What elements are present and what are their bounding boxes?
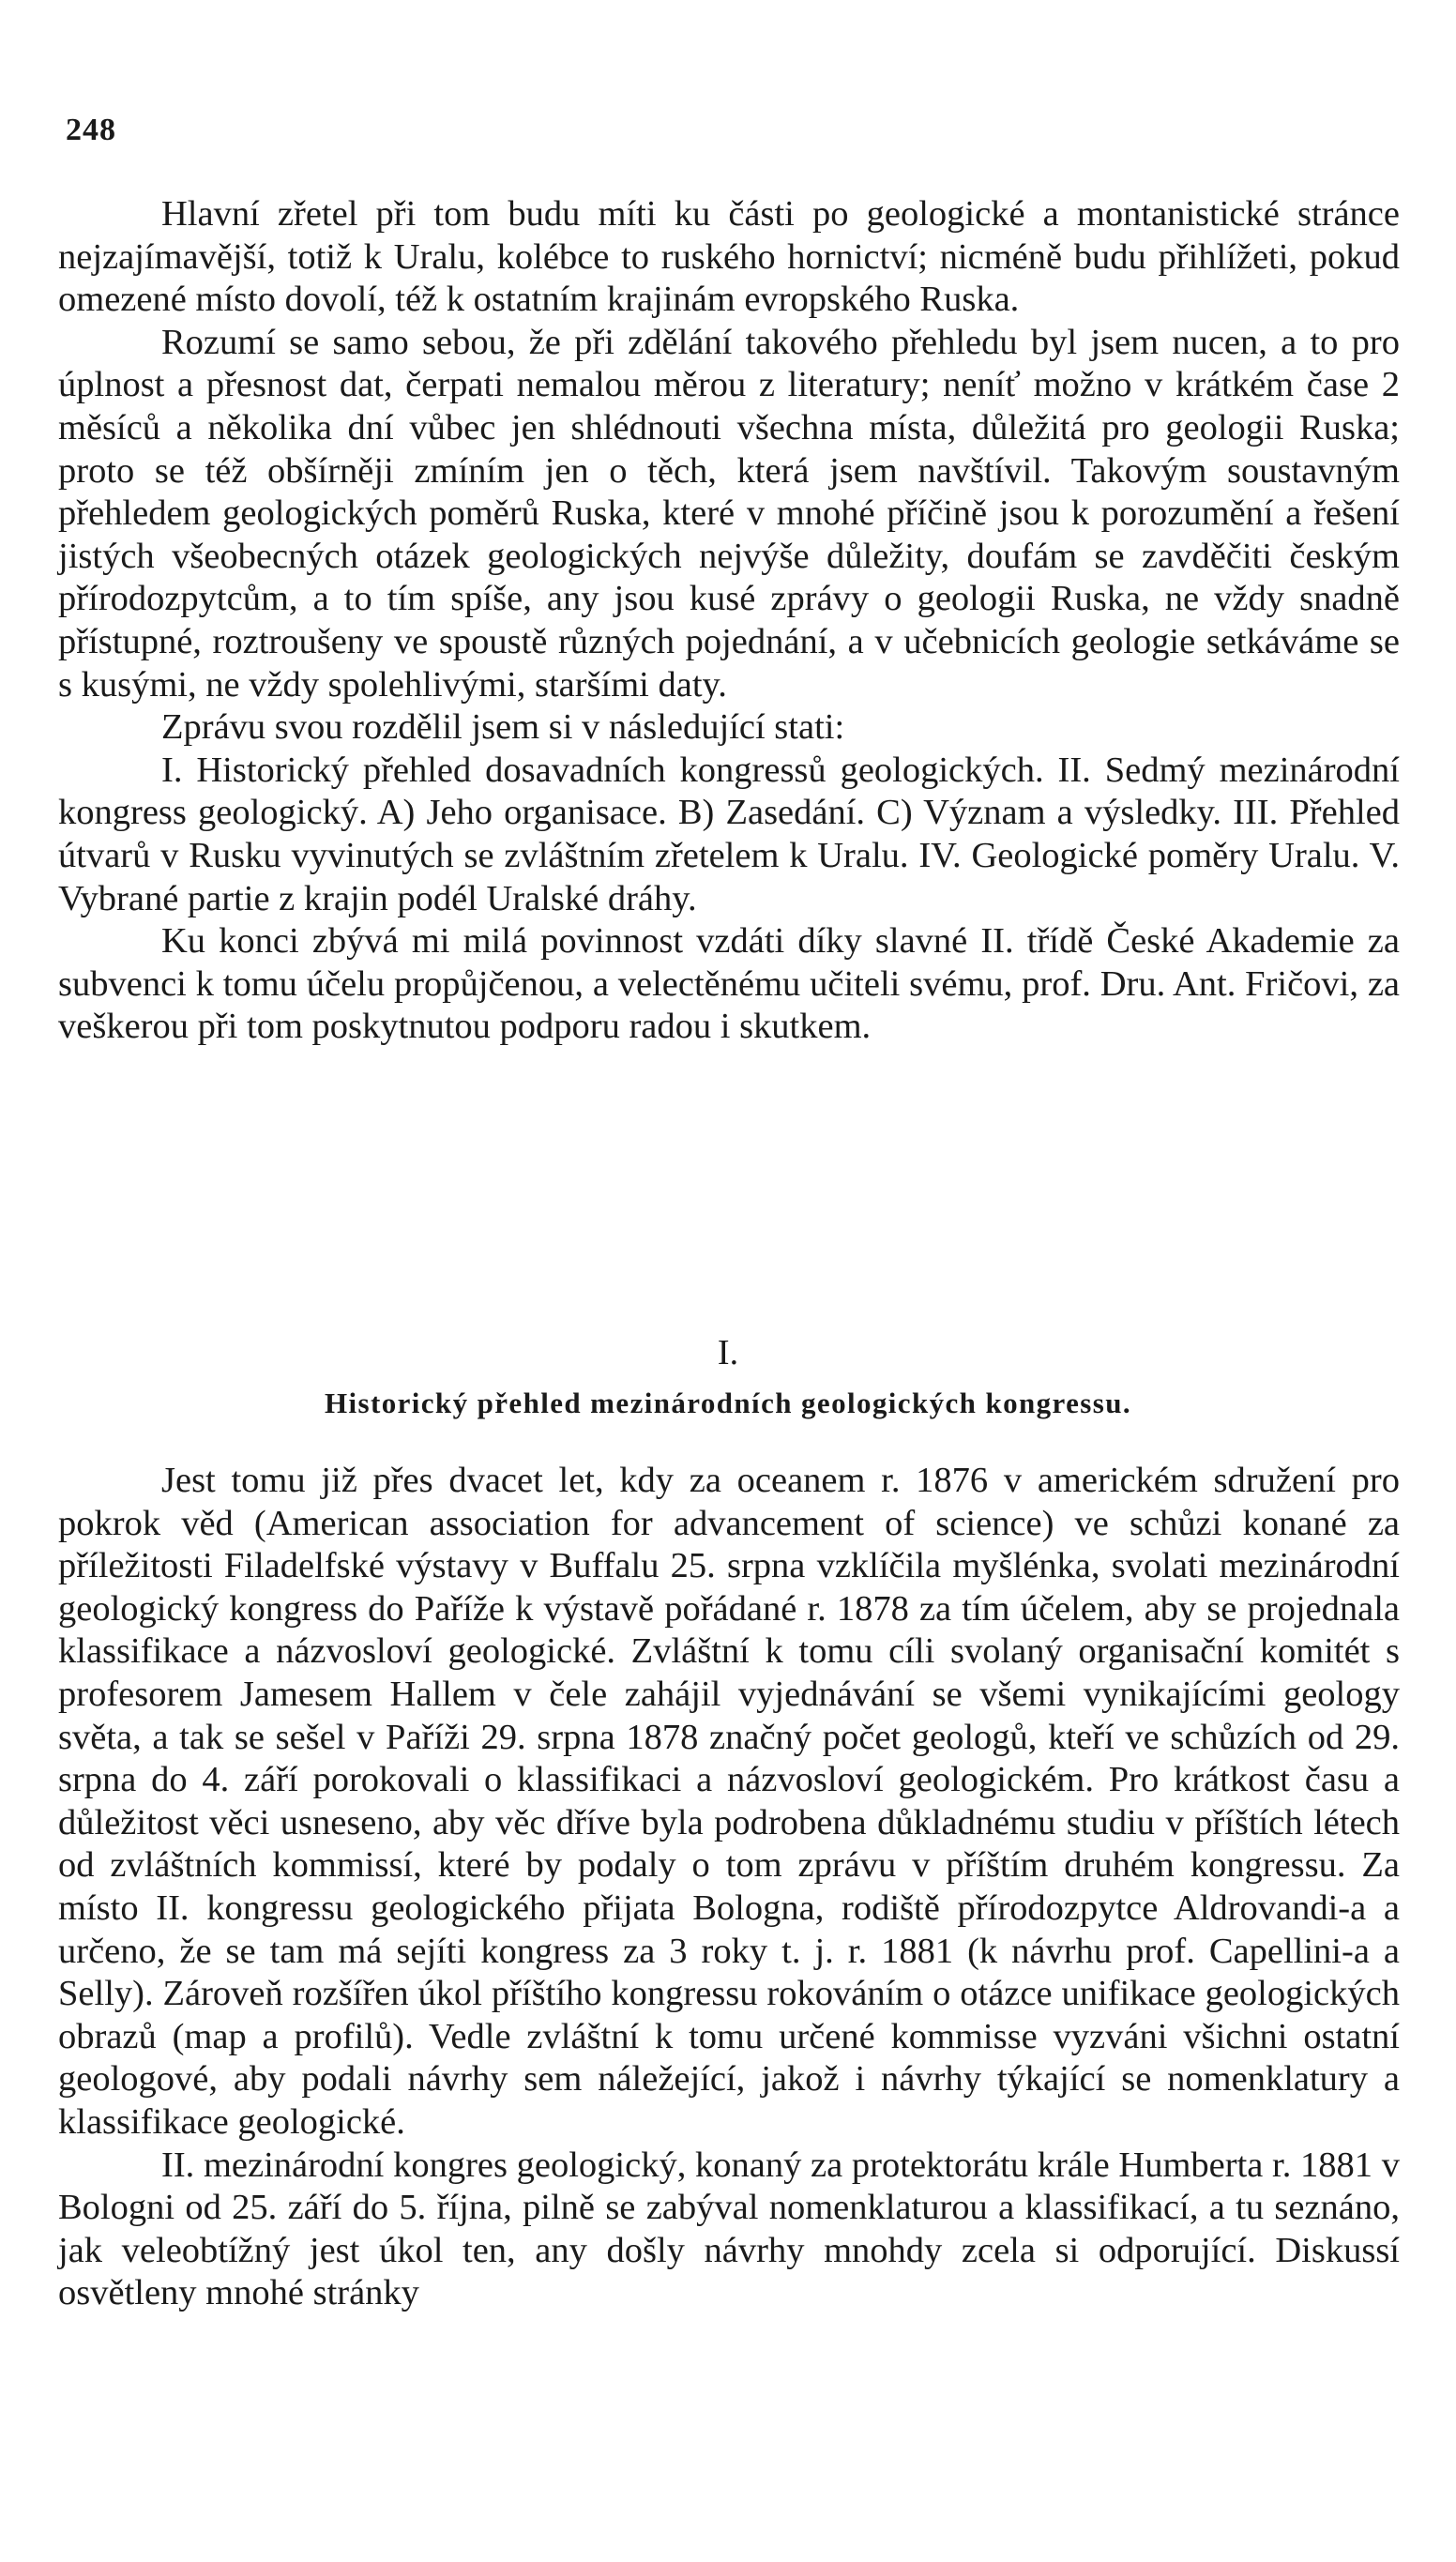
paragraph: II. mezinárodní kongres geologický, konaný za protektorátu krále Humberta r. 1881 v Bologni od 25. září do 5. října, pilně se zabýval nomenklaturou a klassifikací, a tu seznáno, jak veleobtížný jest úkol ten, any došly návrhy mnohdy zcela si odporující. Diskussí osvětleny mnohé stránky bbox=[58, 2145, 1400, 2313]
paragraph: Ku konci zbývá mi milá povinnost vzdáti díky slavné II. třídě České Akademie za subvenci k tomu účelu propůjčenou, a velectěnému učiteli svému, prof. Dru. Ant. Fričovi, za veškerou při tom poskytnutou podporu radou i skutkem. bbox=[58, 921, 1400, 1047]
paragraph: Zprávu svou rozdělil jsem si v následující stati: bbox=[161, 707, 845, 748]
section-text bbox=[58, 1460, 1400, 2315]
section-title: Historický přehled mezinárodních geologických kongressu. bbox=[324, 1387, 1132, 1419]
paragraph: Rozumí se samo sebou, že při zdělání takového přehledu byl jsem nucen, a to pro úplnost a přesnost dat, čerpati nemalou měrou z literatury; neníť možno v krátkém čase 2 měsíců a několika dní vůbec jen shlédnouti všechna místa, důležitá pro geologii Ruska; proto se též obšírněji zmíním jen o těch, která jsem navštívil. Takovým soustavným přehledem geologických poměrů Ruska, které v mnohé příčině jsou k porozumění a řešení jistých všeobecných otázek geologických nejvýše důležity, doufám se zavděčiti českým přírodozpytcům, a to tím spíše, any jsou kusé zprávy o geologii Ruska, ne vždy snadně přístupné, roztroušeny ve spoustě různých pojednání, a v učebnicích geologie setkáváme se s kusými, ne vždy spolehlivými, staršími daty. bbox=[58, 322, 1400, 705]
intro-text bbox=[58, 193, 1400, 1049]
page-number: 248 bbox=[66, 113, 116, 147]
paragraph: Jest tomu již přes dvacet let, kdy za oceanem r. 1876 v americkém sdružení pro pokrok věd (American association for advancement of science) ve schůzi konané za příležitosti Filadelfské výstavy v Buffalu 25. srpna vzklíčila myšlénka, svolati mezinárodní geologický kongress do Paříže k výstavě pořádané r. 1878 za tím účelem, aby se projednala klassifikace a názvosloví geologické. Zvláštní k tomu cíli svolaný organisační komitét s profesorem Jamesem Hallem v čele zahájil vyjednávání se všemi vynikajícími geology světa, a tak se sešel v Paříži 29. srpna 1878 značný počet geologů, kteří ve schůzích od 29. srpna do 4. září porokovali o klassifikaci a názvosloví geologickém. Pro krátkost času a důležitost věci usneseno, aby věc dříve byla podrobena důkladnému studiu v příštích létech od zvláštních kommissí, které by podaly o tom zprávu v příštím druhém kongressu. Za místo II. kongressu geologického přijata Bologna, rodiště přírodozpytce Aldrovandi-a a určeno, že se tam má sejíti kongress za 3 roky t. j. r. 1881 (k návrhu prof. Capellini-a a Selly). Zároveň rozšířen úkol příštího kongressu rokováním o otázce unifikace geologických obrazů (map a profilů). Vedle zvláštní k tomu určené kommisse vyzváni všichni ostatní geologové, aby podali návrhy sem náležející, jakož i návrhy týkající se nomenklatury a klassifikace geologické. bbox=[58, 1461, 1400, 2142]
paragraph-contents-list: I. Historický přehled dosavadních kongressů geologických. II. Sedmý mezinárodní kongress geologický. A) Jeho organisace. B) Zasedání. C) Význam a výsledky. III. Přehled útvarů v Rusku vyvinutých se zvláštním zřetelem k Uralu. IV. Geologické poměry Uralu. V. Vybrané partie z krajin podél Uralské dráhy. bbox=[58, 750, 1400, 918]
paragraph: Hlavní zřetel při tom budu míti ku části po geologické a montanistické stránce nejzajímavější, totiž k Uralu, kolébce to ruského hornictví; nicméně budu přihlížeti, pokud omezené místo dovolí, též k ostatním krajinám evropského Ruska. bbox=[58, 194, 1400, 320]
section-numeral: I. bbox=[717, 1333, 739, 1372]
